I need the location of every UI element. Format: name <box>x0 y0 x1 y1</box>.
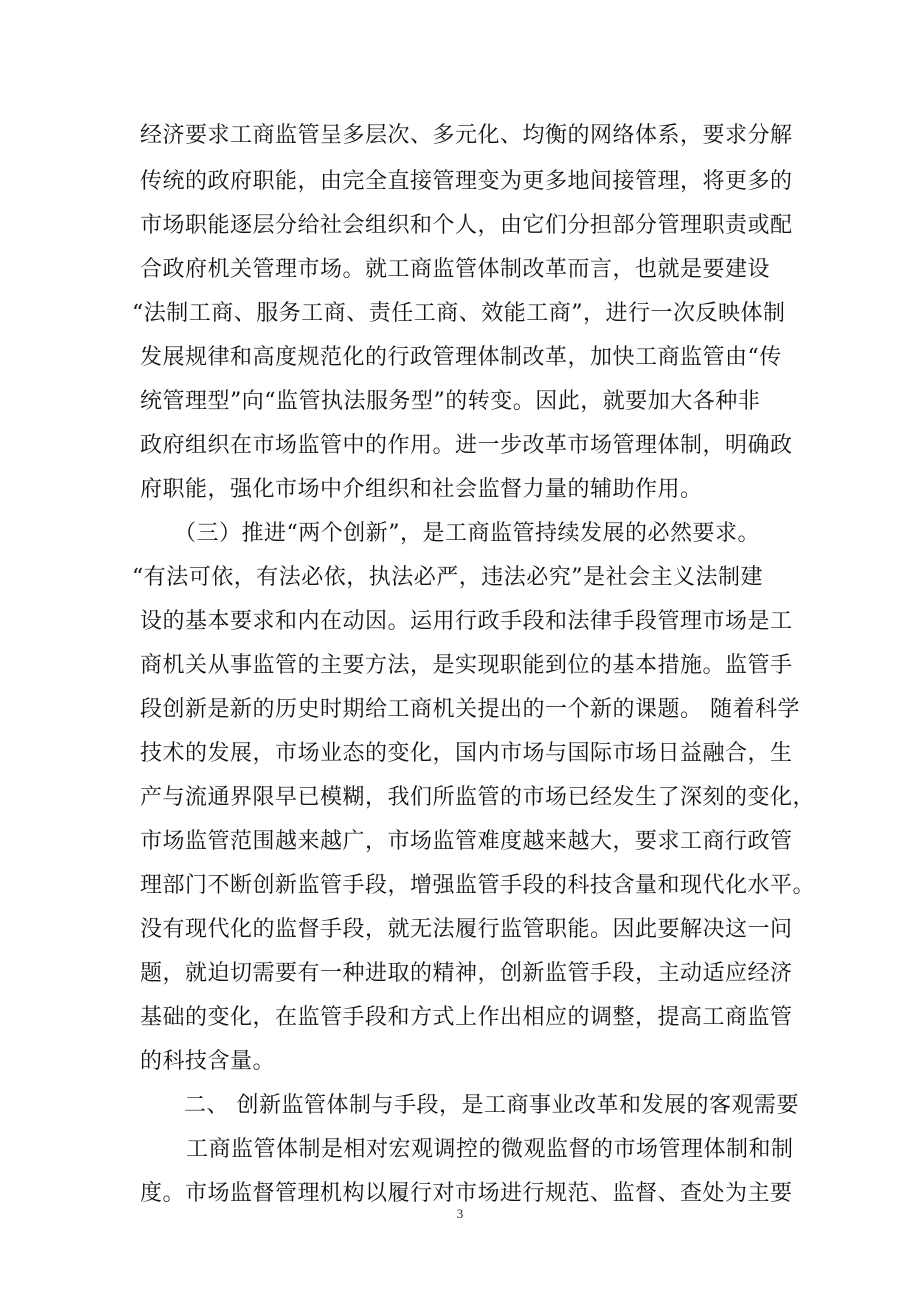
text-line: 政府组织在市场监管中的作用。进一步改革市场管理体制，明确政 <box>140 433 793 458</box>
section-heading: 二、 创新监管体制与手段，是工商事业改革和发展的客观需要 <box>184 1093 799 1118</box>
text-line: 市场监管范围越来越广，市场监管难度越来越大，要求工商行政管 <box>140 829 793 854</box>
text-line: “法制工商、服务工商、责任工商、效能工商”，进行一次反映体制 <box>132 301 786 326</box>
page-number: 3 <box>456 1206 464 1221</box>
text-line: 合政府机关管理市场。就工商监管体制改革而言，也就是要建设 <box>140 257 771 282</box>
text-line: 基础的变化，在监管手段和方式上作出相应的调整，提高工商监管 <box>140 1005 793 1030</box>
text-line: （三）推进“两个创新”，是工商监管持续发展的必然要求。 <box>174 521 760 546</box>
text-line: 传统的政府职能，由完全直接管理变为更多地间接管理，将更多的 <box>140 169 793 194</box>
text-line: 府职能，强化市场中介组织和社会监督力量的辅助作用。 <box>140 477 703 502</box>
text-line: 发展规律和高度规范化的行政管理体制改革，加快工商监管由“传 <box>140 345 782 370</box>
text-line: 经济要求工商监管呈多层次、多元化、均衡的网络体系，要求分解 <box>140 123 793 148</box>
text-line: 没有现代化的监督手段，就无法履行监管职能。因此要解决这一问 <box>140 917 793 942</box>
text-line: 工商监管体制是相对宏观调控的微观监督的市场管理体制和制 <box>186 1137 794 1162</box>
text-line: 产与流通界限早已模糊，我们所监管的市场已经发生了深刻的变化， <box>140 785 816 810</box>
text-line: 段创新是新的历史时期给工商机关提出的一个新的课题。 随着科学 <box>140 697 800 722</box>
text-line: 题，就迫切需要有一种进取的精神，创新监管手段，主动适应经济 <box>140 961 793 986</box>
text-line: 市场职能逐层分给社会组织和个人，由它们分担部分管理职责或配 <box>140 213 793 238</box>
text-line: 理部门不断创新监管手段，增强监管手段的科技含量和现代化水平。 <box>140 873 816 898</box>
text-line: 商机关从事监管的主要方法，是实现职能到位的基本措施。监管手 <box>140 653 793 678</box>
text-line: 度。市场监督管理机构以履行对市场进行规范、监督、查处为主要 <box>140 1181 793 1206</box>
text-line: 统管理型”向“监管执法服务型”的转变。因此，就要加大各种非 <box>140 389 761 414</box>
text-line: 技术的发展，市场业态的变化，国内市场与国际市场日益融合，生 <box>140 741 793 766</box>
text-line: “有法可依，有法必依，执法必严，违法必究”是社会主义法制建 <box>132 565 763 590</box>
text-line: 设的基本要求和内在动因。运用行政手段和法律手段管理市场是工 <box>140 609 793 634</box>
text-line: 的科技含量。 <box>140 1049 276 1074</box>
